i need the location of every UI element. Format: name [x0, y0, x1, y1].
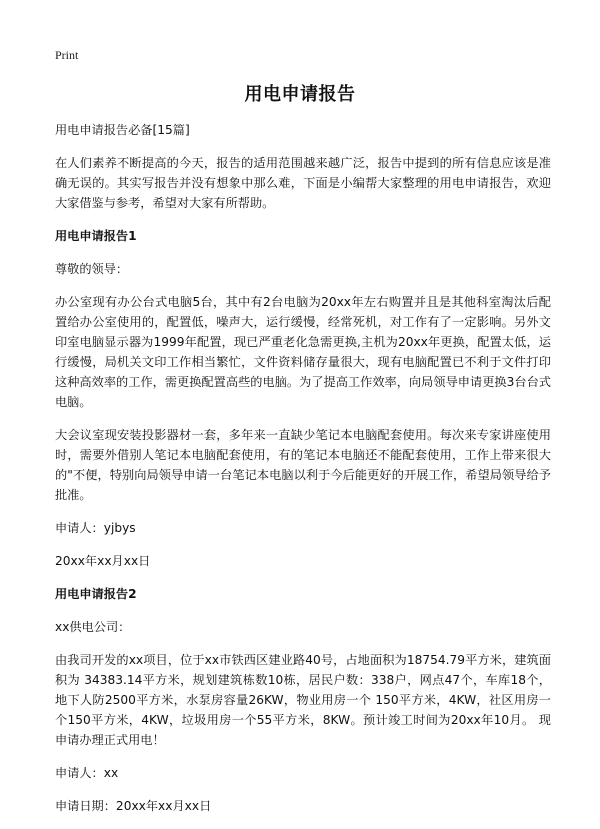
print-label: Print: [55, 48, 79, 62]
section2-applicant: 申请人：xx: [55, 766, 119, 780]
section1-date: 20xx年xx月xx日: [55, 554, 151, 568]
section-heading-2: 用电申请报告2: [55, 587, 137, 601]
document-body: [55, 120, 551, 829]
section2-salutation: xx供电公司：: [55, 620, 131, 634]
section2-date: 申请日期：20xx年xx月xx日: [55, 799, 212, 813]
section-heading-1: 用电申请报告1: [55, 229, 137, 243]
document-subtitle: 用电申请报告必备[15篇]: [55, 123, 190, 137]
section2-paragraph-1: 由我司开发的xx项目，位于xx市铁西区建业路40号，占地面积为18754.79平方米，建筑面积为 34383.14平方米，规划建筑栋数10栋，居民户数：338户，网点47个，车库18个，地下人防2500平方米，水泵房容量26KW，物业用房一个 150平方米，4KW，社区用房一个150平方米，4KW，垃圾用房一个55平方米，8KW。预计竣工时间为20xx年10月。 现申请办理正式用电！: [55, 653, 551, 747]
section1-paragraph-1: 办公室现有办公台式电脑5台，其中有2台电脑为20xx年左右购置并且是其他科室淘汰后配置给办公室使用的，配置低，噪声大，运行缓慢，经常死机，对工作有了一定影响。另外文印室电脑显示器为1999年配置，现已严重老化急需更换,主机为20xx年更换，配置太低，运行缓慢，局机关文印工作相当繁忙，文件资料储存量很大，现有电脑配置已不利于文件打印这种高效率的工作，需更换配置高些的电脑。为了提高工作效率，向局领导申请更换3台台式电脑。: [55, 295, 551, 409]
page-title: 用电申请报告: [244, 84, 356, 105]
section1-applicant: 申请人：yjbys: [55, 521, 136, 535]
intro-paragraph: 在人们素养不断提高的今天，报告的适用范围越来越广泛，报告中提到的所有信息应该是准确无误的。其实写报告并没有想象中那么难，下面是小编帮大家整理的用电申请报告，欢迎大家借鉴与参考，希望对大家有所帮助。: [55, 156, 551, 210]
section1-salutation: 尊敬的领导：: [55, 262, 129, 276]
section1-paragraph-2: 大会议室现安装投影器材一套，多年来一直缺少笔记本电脑配套使用。每次来专家讲座使用时，需要外借别人笔记本电脑配套使用，有的笔记本电脑还不能配套使用，工作上带来很大的"不便，特别向局领导申请一台笔记本电脑以利于今后能更好的开展工作，希望局领导给予批准。: [55, 428, 551, 502]
